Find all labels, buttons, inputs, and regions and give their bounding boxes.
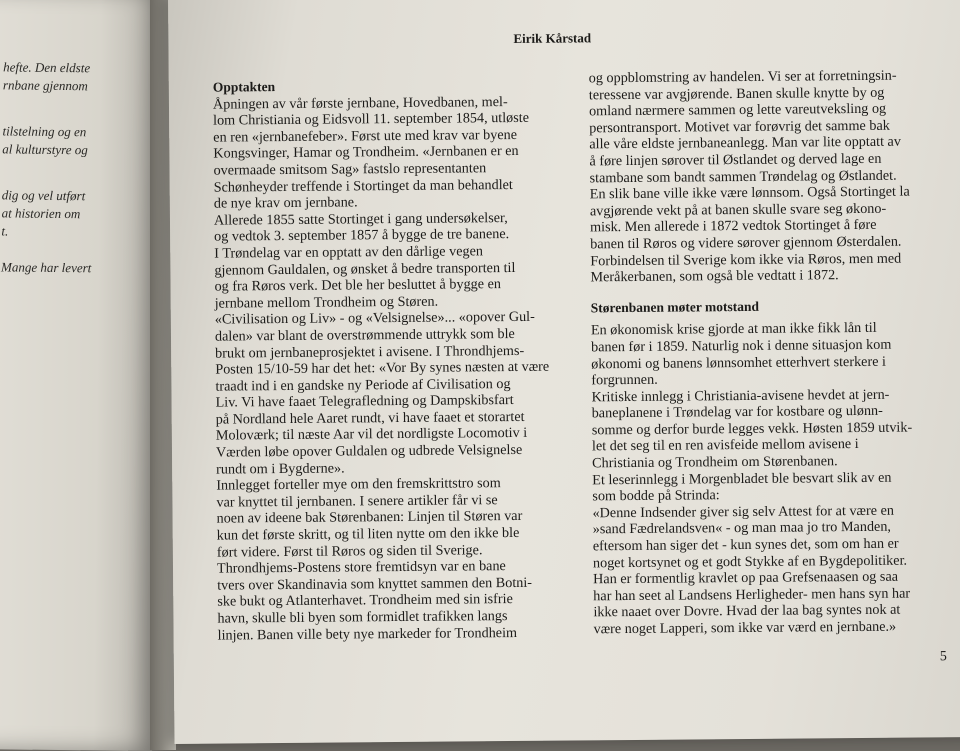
text-line: Moloværk; til næste Aar vil det nordligste Locomotiv i [215,425,528,445]
text-line: en ren «jernbanefeber». Først ute med krav var byene [213,126,518,146]
text-line: rundt om i Bygderne». [216,460,345,478]
text-line: Værden løbe opover Guldalen og udbrede Velsignelse [215,441,523,461]
left-page-fragment: at historien om [1,205,81,222]
text-line: Kritiske innlegg i Christiania-avisene hevdet at jern- [591,386,890,406]
text-line: En slik bane ville ikke være lønnsom. Også Stortinget la [589,183,910,203]
text-line: banen til Røros og videre sørover gjennom Østerdalen. [590,233,902,253]
text-line: ske bukt og Atlanterhavet. Trondheim med sin isfrie [217,591,513,610]
text-column-left [213,77,558,644]
text-line: avgjørende vekt på at banen skulle svare seg økono- [589,200,887,220]
text-line: på Nordland hele Aaret rundt, vi have faaet et storartet [215,408,525,428]
page-number: 5 [939,649,947,665]
text-line: En økonomisk krise gjorde at man ikke fikk lån til [590,320,877,339]
text-line: og vedtok 3. september 1857 å bygge de tre banene. [214,226,510,245]
column-right-body-top [589,67,931,286]
text-line: brukt om jernbaneprosjektet i avisene. I Throndhjems- [215,342,525,362]
text-line: forgrunnen. [591,371,658,389]
left-page-fragment: Mange har levert [0,259,92,276]
column-right-body-bottom [591,320,934,638]
text-line: noen av ideene bak Størenbanen: Linjen til Støren var [216,508,523,528]
text-line: som bodde på Strinda: [592,487,720,505]
text-line: Schønheyder treffende i Stortinget da man behandlet [213,176,513,196]
text-line: jernbane mellom Trondheim og Støren. [214,293,439,312]
text-line: Posten 15/10-59 har det het: «Vor By synes næsten at være [215,358,550,378]
text-line: Et leserinnlegg i Morgenbladet ble besvart slik av en [592,469,892,488]
text-line: Åpningen av vår første jernbane, Hovedbanen, mel- [212,93,508,113]
text-line: Kongsvinger, Hamar og Trondheim. «Jernbanen er en [213,143,519,162]
text-line: lom Christiania og Eidsvoll 11. september 1854, utløste [213,110,530,129]
text-line: Forbindelsen til Sverige kom ikke via Røros, men med [590,250,902,269]
text-line: Allerede 1855 satte Stortinget i gang undersøkelser, [213,209,508,229]
text-line: noget kortsynet og et godt Stykke af en Bygdepolitiker. [592,552,908,571]
text-line: omland nærmere sammen og lette vareutveksling og [588,100,887,120]
text-line: og fra Røros verk. Det ble her besluttet å bygge en [214,276,502,295]
left-page-fragment: tilstelning og en [2,123,87,140]
text-line: økonomi og banens lønnsomhet etterhvert sterkere i [591,353,887,372]
text-line: let det seg til en ren avisfeide mellom avisene i [591,436,859,455]
text-line: ikke naaet over Dovre. Hvad der laa bag syntes nok at [593,602,901,621]
left-page-fragment: dig og vel utført [1,187,86,204]
left-page-fragment: rnbane gjennom [2,77,88,94]
text-line: dalen» var blant de overstrømmende uttrykk som ble [214,325,515,345]
text-line: Liv. Vi have faaet Telegrafledning og Dampskibsfart [215,392,514,411]
left-page [0,0,160,751]
text-line: Throndhjems-Postens store fremtidsyn var en bane [216,558,506,577]
text-line: og oppblomstring av handelen. Vi ser at forretningsin- [588,67,897,87]
text-line: linjen. Banen ville bety nye markeder for Trondheim [217,624,518,644]
text-line: Han er formentlig kravlet op paa Grefsenaasen og saa [593,568,899,588]
text-column-right [589,67,934,638]
text-line: å føre linjen sørover til Østlandet og derved lage en [589,150,882,170]
text-line: somme og derfor burde legges vekk. Høsten 1859 utvik- [591,419,913,439]
author-name: Eirik Kårstad [513,30,592,46]
text-line: tvers over Skandinavia som knyttet sammen den Botni- [217,574,533,594]
text-line: var knyttet til jernbanen. I senere artikler får vi se [216,491,498,511]
text-line: traadt ind i en gandske ny Periode af Civilisation og [215,375,511,395]
text-line: gjennom Gauldalen, og ønsket å bedre transporten til [214,259,516,279]
text-line: baneplanene i Trøndelag var for kostbare og ulønn- [591,403,883,422]
text-line: overmaade smitsom Sag» fastslo representanten [213,160,487,179]
text-line: eftersom han siger det - kun synes det, som om han er [592,535,899,555]
text-line: «Denne Indsender giver sig selv Attest for at være en [592,502,895,522]
text-line: være noget Lapperi, som ikke var værd en jernbane.» [593,618,897,638]
text-line: teressene var avgjørende. Banen skulle knytte by og [588,84,885,103]
text-line: alle våre eldste jernbaneanlegg. Man var lite opptatt av [589,133,901,153]
text-line: havn, skulle bli byen som formidlet trafikken langs [217,608,508,627]
text-line: Innlegget forteller mye om den fremskrittstro som [216,475,501,494]
text-line: de nye krav om jernbane. [213,194,358,212]
section-heading-motstand: Størenbanen møter motstand [590,298,760,316]
left-page-fragment: hefte. Den eldste [3,59,91,76]
left-page-fragment: t. [1,223,9,239]
column-left-body [213,93,558,644]
page-title [358,0,778,2]
text-line: misk. Men allerede i 1872 vedtok Stortinget å føre [589,217,877,236]
left-page-fragment: al kulturstyre og [2,141,88,158]
text-line: Christiania og Trondheim om Størenbanen. [592,453,838,472]
text-line: «Civilisation og Liv» - og «Velsignelse»... «opover Gul- [214,309,535,328]
text-line: stambane som bandt sammen Trøndelag og Østlandet. [589,167,897,186]
right-page [168,0,960,744]
text-line: har han seet al Landsens Herligheder- men hans syn har [593,585,911,605]
text-line: ført videre. Først til Røros og siden til Sverige. [216,541,483,561]
text-line: kun det første skritt, og til liten nytte om den ikke ble [216,524,520,544]
section-heading-opptakten: Opptakten [212,79,276,95]
text-line: persontransport. Motivet var forøvrig det samme bak [589,117,890,137]
text-line: I Trøndelag var en opptatt av den dårlige vegen [214,243,484,262]
text-line: Meråkerbanen, som også ble vedtatt i 1872. [590,267,839,286]
text-line: banen før i 1859. Naturlig nok i denne situasjon kom [591,336,892,356]
text-line: »sand Fædrelandsven« - og man maa jo tro Manden, [592,519,892,538]
